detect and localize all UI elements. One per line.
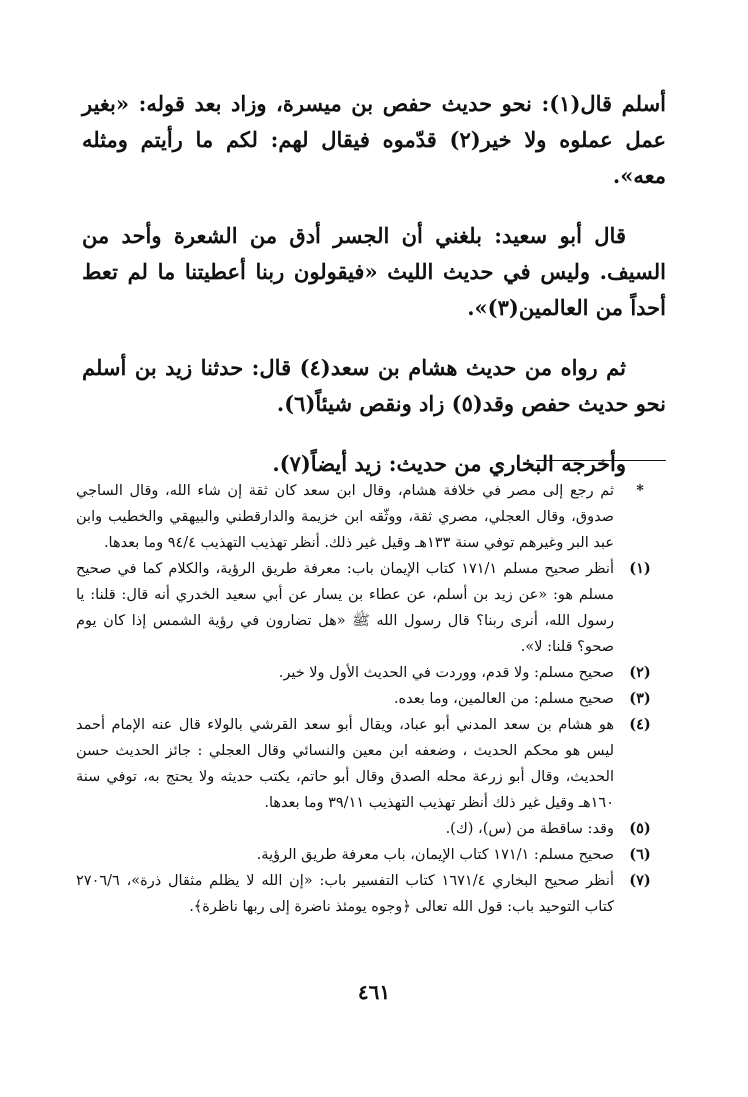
footnote-marker: (٦): [629, 846, 651, 863]
footnote: [76, 660, 666, 686]
footnote: [76, 556, 666, 660]
footnote-text: صحيح مسلم: ١٧١/١ كتاب الإيمان، باب معرفة طريق الرؤية.: [256, 847, 614, 863]
footnote-text: أنظر صحيح البخاري ١٦٧١/٤ كتاب التفسير باب: «إن الله لا يظلم مثقال ذرة»، ٢٧٠٦/٦ كتاب التوحيد باب: قول الله تعالى ﴿وجوه يومئذ ناضرة إلى ربها ناظرة﴾.: [76, 873, 614, 915]
page-number: ٤٦١: [357, 980, 391, 1004]
footnote: [76, 816, 666, 842]
footnote-text: هو هشام بن سعد المدني أبو عباد، ويقال أبو سعد القرشي بالولاء قال عنه الإمام أحمد ليس هو محكم الحديث ، وضعفه ابن معين والنسائي وقال العجلي : جائز الحديث حسن الحديث، وقال أبو زرعة محله الصدق وقال أبو حاتم، يكتب حديثه ولا يحتج به، توفي سنة ١٦٠هـ وقيل غير ذلك أنظر تهذيب التهذيب ٣٩/١١ وما بعدها.: [76, 717, 614, 811]
footnote-marker: (١): [629, 560, 651, 577]
main-text: [82, 86, 666, 482]
main-paragraph: أسلم قال(١): نحو حديث حفص بن ميسرة، وزاد بعد قوله: «بغير عمل عملوه ولا خير(٢) قدّموه فيقال لهم: لكم ما رأيتم ومثله معه».: [82, 91, 666, 188]
footnote-marker: (٥): [629, 820, 651, 837]
footnote-marker: (٣): [629, 690, 651, 707]
footnote-text: صحيح مسلم: من العالمين، وما بعده.: [393, 691, 614, 707]
main-paragraph: ثم رواه من حديث هشام بن سعد(٤) قال: حدثنا زيد بن أسلم نحو حديث حفص وقد(٥) زاد ونقص شيئاً(٦).: [82, 355, 666, 416]
footnote-marker: (٤): [629, 716, 651, 733]
footnote-text: أنظر صحيح مسلم ١٧١/١ كتاب الإيمان باب: معرفة طريق الرؤية، والكلام كما في صحيح مسلم هو: «عن زيد بن أسلم، عن عطاء بن يسار عن أبي سعيد الخدري أنه قال: قلنا: يا رسول الله، أنرى ربنا؟ قال رسول الله ﷺ «هل تضارون في رؤية الشمس إذا كان يوم صحو؟ قلنا: لا».: [76, 561, 614, 655]
footnote: [76, 712, 666, 816]
footnote: [76, 842, 666, 868]
main-paragraph: قال أبو سعيد: بلغني أن الجسر أدق من الشعرة وأحد من السيف. وليس في حديث الليث «فيقولون ربنا أعطيتنا ما لم تعط أحداً من العالمين(٣)».: [82, 223, 666, 320]
footnote-separator: [536, 460, 666, 461]
footnotes: [76, 478, 666, 920]
footnote: [76, 686, 666, 712]
footnote-text: وقد: ساقطة من (س)، (ك).: [445, 821, 614, 837]
main-paragraph: وأخرجه البخاري من حديث: زيد أيضاً(٧).: [272, 451, 626, 476]
footnote-marker: (٧): [629, 872, 651, 889]
footnote-text: صحيح مسلم: ولا قدم، ووردت في الحديث الأول ولا خير.: [278, 665, 614, 681]
footnote: [76, 478, 666, 556]
footnote-text: ثم رجع إلى مصر في خلافة هشام، وقال ابن سعد كان ثقة إن شاء الله، وقال الساجي صدوق، وقال العجلي، مصري ثقة، ووثّقه ابن خزيمة والدارقطني والبيهقي والخطيب وابن عبد البر وغيرهم توفي سنة ١٣٣هـ وقيل غير ذلك. أنظر تهذيب التهذيب ٩٤/٤ وما بعدها.: [76, 483, 614, 551]
footnote-marker: *: [636, 482, 644, 499]
footnote-marker: (٢): [629, 664, 651, 681]
footnote: [76, 868, 666, 920]
